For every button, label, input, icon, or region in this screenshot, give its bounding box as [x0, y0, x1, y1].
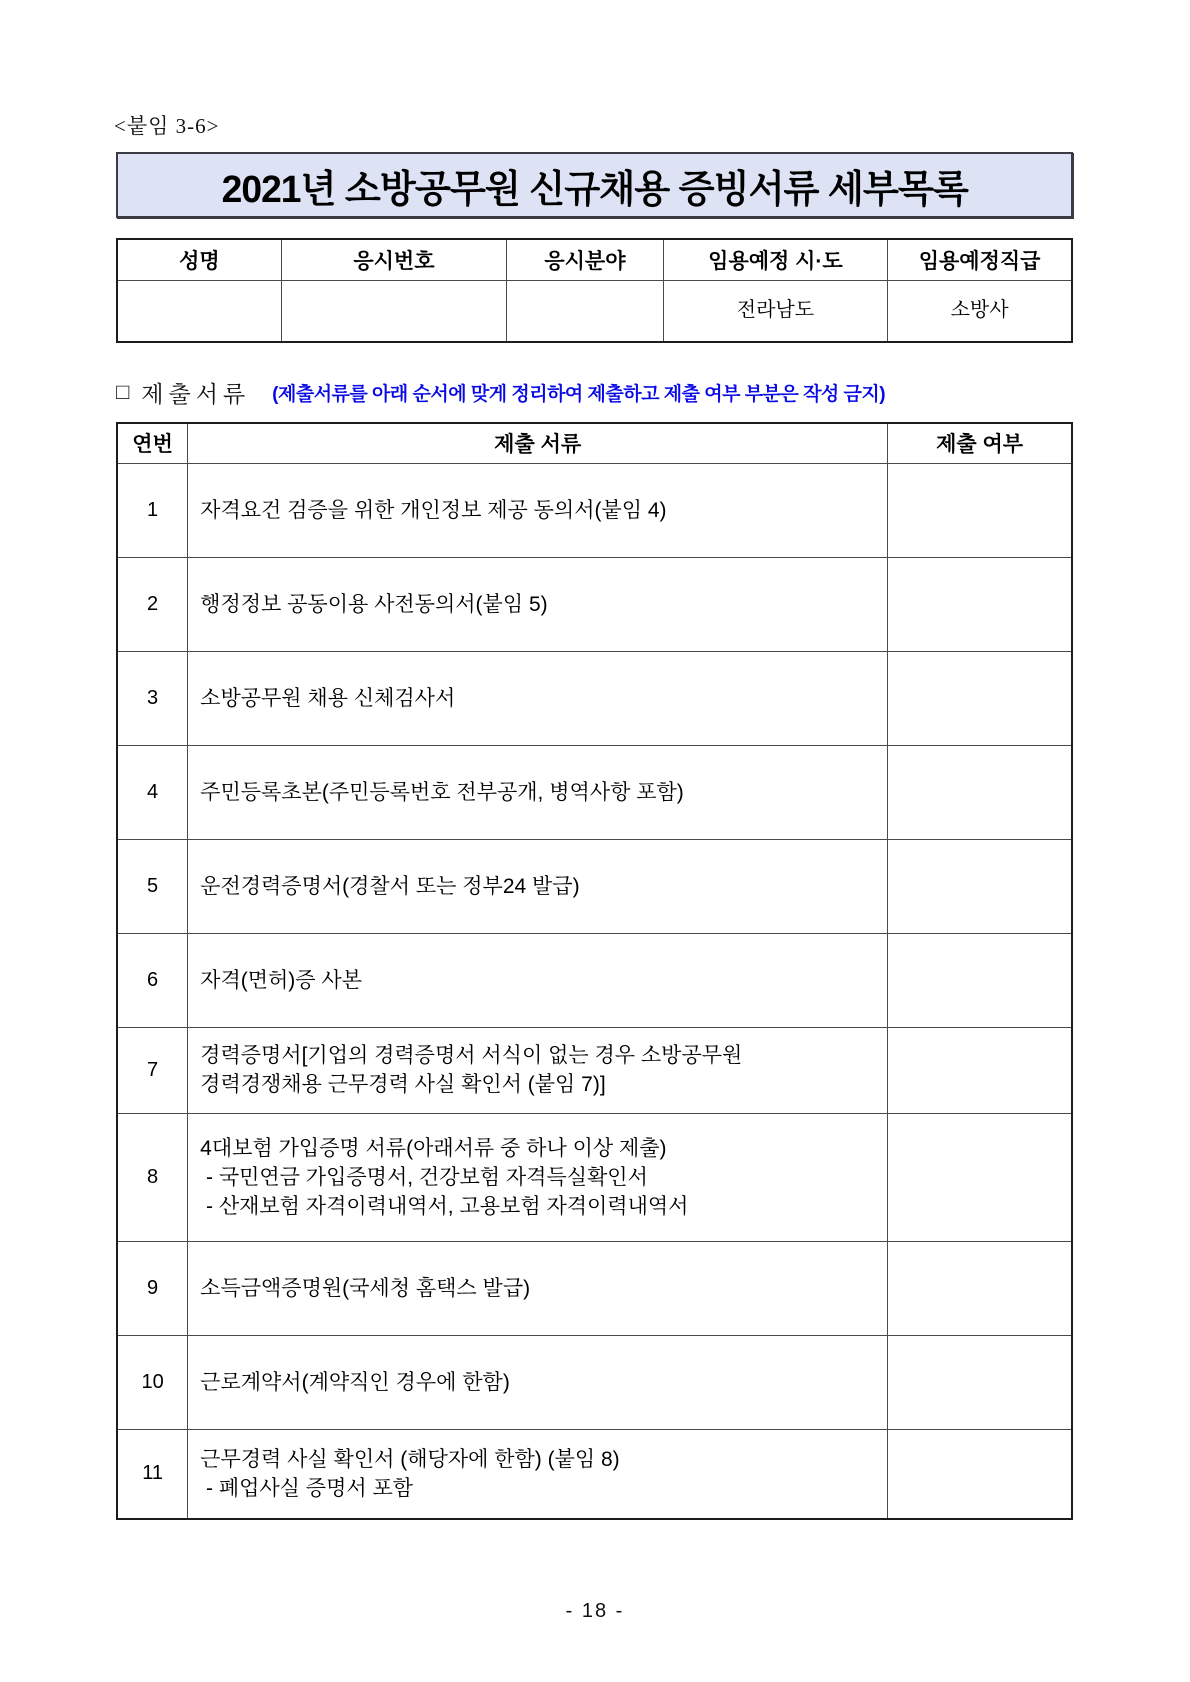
applicant-info-table — [116, 238, 1073, 343]
value-exam-number — [281, 280, 506, 342]
header-submitted: 제출 여부 — [888, 423, 1072, 463]
header-exam-field: 응시분야 — [507, 239, 664, 280]
document-line: 자격(면허)증 사본 — [200, 968, 362, 992]
row-number: 4 — [117, 745, 188, 839]
document-name-cell — [188, 839, 888, 933]
table-row — [117, 1429, 1072, 1519]
table-row — [117, 463, 1072, 557]
document-line: - 폐업사실 증명서 포함 — [200, 1476, 414, 1500]
document-line: 소방공무원 채용 신체검사서 — [200, 686, 456, 710]
table-row — [117, 1241, 1072, 1335]
header-seq: 연번 — [117, 423, 188, 463]
document-line: 경력경쟁채용 근무경력 사실 확인서 (붙임 7)] — [200, 1073, 606, 1096]
value-name — [117, 280, 281, 342]
table-row — [117, 651, 1072, 745]
checkbox-icon: □ — [116, 379, 130, 404]
submitted-cell — [888, 463, 1072, 557]
document-name-cell — [188, 1027, 888, 1113]
header-name: 성명 — [117, 239, 281, 280]
table-row — [117, 1027, 1072, 1113]
documents-header-row — [117, 423, 1072, 463]
value-exam-field — [507, 280, 664, 342]
title-banner — [116, 152, 1073, 218]
row-number: 8 — [117, 1113, 188, 1241]
document-line: - 국민연금 가입증명서, 건강보험 자격득실확인서 — [200, 1165, 648, 1189]
header-document: 제출 서류 — [188, 423, 888, 463]
header-appointment-region: 임용예정 시·도 — [663, 239, 887, 280]
submitted-cell — [888, 557, 1072, 651]
document-line: 근무경력 사실 확인서 (해당자에 한함) (붙임 8) — [200, 1447, 620, 1471]
row-number: 5 — [117, 839, 188, 933]
submitted-cell — [888, 745, 1072, 839]
row-number: 9 — [117, 1241, 188, 1335]
applicant-value-row — [117, 280, 1072, 342]
submitted-cell — [888, 839, 1072, 933]
row-number: 10 — [117, 1335, 188, 1429]
header-appointment-rank: 임용예정직급 — [888, 239, 1072, 280]
row-number: 6 — [117, 933, 188, 1027]
submitted-cell — [888, 933, 1072, 1027]
document-name-cell — [188, 1241, 888, 1335]
table-row — [117, 839, 1072, 933]
row-number: 3 — [117, 651, 188, 745]
documents-table — [116, 422, 1073, 1520]
table-row — [117, 933, 1072, 1027]
document-name-cell — [188, 463, 888, 557]
submission-section-label: 제출서류 — [141, 381, 251, 407]
table-row — [117, 1113, 1072, 1241]
document-line: 4대보험 가입증명 서류(아래서류 중 하나 이상 제출) — [200, 1136, 667, 1160]
document-line: 자격요건 검증을 위한 개인정보 제공 동의서(붙임 4) — [200, 498, 667, 522]
document-line: 소득금액증명원(국세청 홈택스 발급) — [200, 1276, 531, 1300]
document-line: 경력증명서[기업의 경력증명서 서식이 없는 경우 소방공무원 — [200, 1044, 743, 1067]
row-number: 2 — [117, 557, 188, 651]
applicant-header-row — [117, 239, 1072, 280]
page-title: 2021년 소방공무원 신규채용 증빙서류 세부목록 — [221, 168, 968, 211]
document-name-cell — [188, 1335, 888, 1429]
submitted-cell — [888, 1429, 1072, 1519]
row-number: 7 — [117, 1027, 188, 1113]
document-line: - 산재보험 자격이력내역서, 고용보험 자격이력내역서 — [200, 1194, 689, 1218]
document-name-cell — [188, 651, 888, 745]
attachment-label: <붙임 3-6> — [114, 114, 220, 138]
document-name-cell — [188, 745, 888, 839]
value-appointment-rank: 소방사 — [888, 280, 1072, 342]
submitted-cell — [888, 1027, 1072, 1113]
table-row — [117, 1335, 1072, 1429]
page-number: - 18 - — [565, 1600, 625, 1622]
document-line: 주민등록초본(주민등록번호 전부공개, 병역사항 포함) — [200, 780, 684, 804]
table-row — [117, 557, 1072, 651]
document-line: 행정정보 공동이용 사전동의서(붙임 5) — [200, 592, 548, 616]
document-name-cell — [188, 933, 888, 1027]
submitted-cell — [888, 651, 1072, 745]
submission-section-note: (제출서류를 아래 순서에 맞게 정리하여 제출하고 제출 여부 부분은 작성 금지) — [272, 383, 886, 405]
row-number: 11 — [117, 1429, 188, 1519]
document-name-cell — [188, 1113, 888, 1241]
table-row — [117, 745, 1072, 839]
document-line: 근로계약서(계약직인 경우에 한함) — [200, 1370, 510, 1394]
value-appointment-region: 전라남도 — [663, 280, 887, 342]
submitted-cell — [888, 1335, 1072, 1429]
document-name-cell — [188, 557, 888, 651]
submitted-cell — [888, 1241, 1072, 1335]
document-name-cell — [188, 1429, 888, 1519]
row-number: 1 — [117, 463, 188, 557]
document-line: 운전경력증명서(경찰서 또는 정부24 발급) — [200, 874, 580, 898]
submitted-cell — [888, 1113, 1072, 1241]
submission-section-heading — [116, 377, 1126, 407]
header-exam-number: 응시번호 — [281, 239, 506, 280]
